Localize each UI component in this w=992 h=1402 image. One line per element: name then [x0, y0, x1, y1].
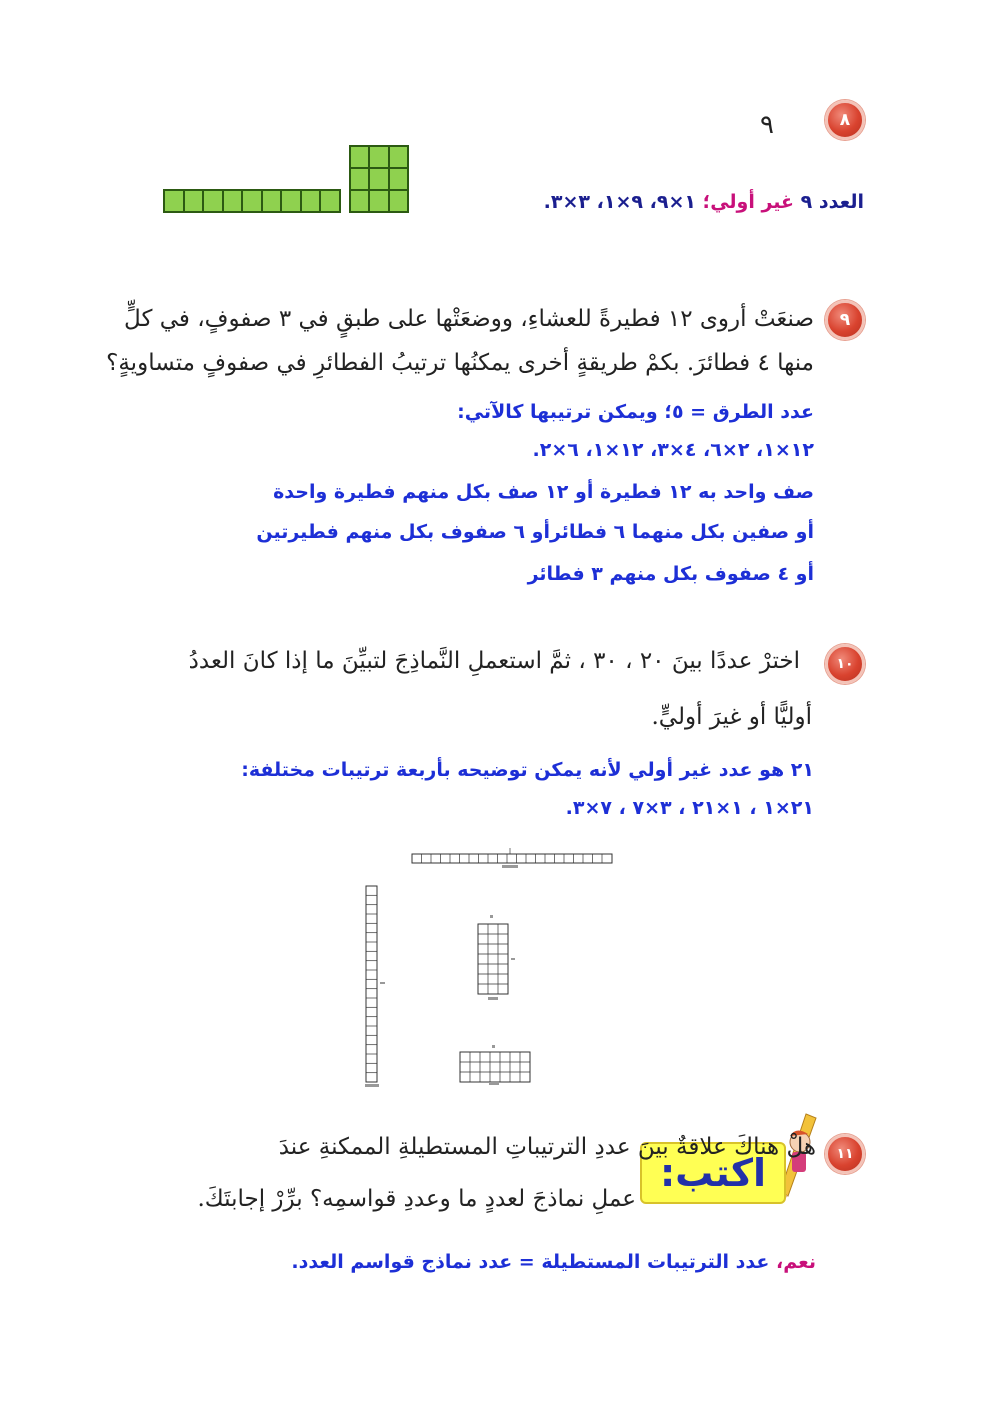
question-10-badge: ١٠ — [825, 644, 865, 684]
question-9-line-1: صنعَتْ أروى ١٢ فطيرةً للعشاءِ، ووضعَتْها على طبقٍ في ٣ صفوفٍ، في كلٍّ — [124, 306, 814, 332]
model-7x3 — [474, 914, 518, 1002]
model-21x1-vertical — [360, 884, 394, 1090]
question-9-answer-line-2: ١٢×١، ٢×٦، ٤×٣، ١٢×١، ٦×٢. — [532, 439, 814, 461]
model-1x21-horizontal — [410, 846, 616, 872]
question-9-line-2: منها ٤ فطائرَ. بكمْ طريقةٍ أخرى يمكنُها ترتيبُ الفطائرِ في صفوفٍ متساويةٍ؟ — [106, 350, 814, 376]
grid-3x3-model — [349, 145, 409, 213]
question-10-line-2: أوليًّا أو غيرَ أوليٍّ. — [651, 704, 812, 730]
answer-prefix: العدد ٩ — [800, 191, 864, 213]
question-9-answer-line-1: عدد الطرق = ٥؛ ويمكن ترتيبها كالآتي: — [457, 401, 814, 423]
strip-1x9-model — [163, 189, 341, 213]
write-label-box: اكتب: — [640, 1142, 786, 1204]
question-8-badge: ٨ — [825, 100, 865, 140]
question-9-answer-line-5: أو ٤ صفوف بكل منهم ٣ فطائر — [527, 563, 814, 585]
question-8-answer-value: ٩ — [760, 110, 774, 140]
question-10-line-1: اخترْ عددًا بينَ ٢٠ ، ٣٠ ، ثمَّ استعملِ النَّماذِجَ لتبيِّنَ ما إذا كانَ العددُ — [188, 648, 800, 674]
question-11-line-1: هلْ هناكَ علاقةٌ بينَ عددِ الترتيباتِ المستطيلةِ الممكنةِ عندَ — [278, 1134, 816, 1160]
question-11-answer — [291, 1244, 816, 1280]
answer-rest: عدد الترتيبات المستطيلة = عدد نماذج قواسم العدد. — [291, 1251, 770, 1273]
question-9-badge: ٩ — [825, 300, 865, 340]
answer-rest: ١×٩، ٩×١، ٣×٣. — [543, 191, 696, 213]
question-11-badge: ١١ — [825, 1134, 865, 1174]
question-8-answer — [544, 184, 864, 220]
question-9-answer-line-4: أو صفين بكل منهما ٦ فطائرأو ٦ صفوف بكل منهم فطيرتين — [256, 521, 814, 543]
question-9-answer-line-3: صف واحد به ١٢ فطيرة أو ١٢ صف بكل منهم فطيرة واحدة — [273, 481, 814, 503]
answer-yes: نعم، — [776, 1251, 816, 1273]
question-10-answer-line-2: ٢١×١ ، ١×٢١ ، ٣×٧ ، ٧×٣. — [565, 797, 814, 819]
question-10-answer-line-1: ٢١ هو عدد غير أولي لأنه يمكن توضيحه بأربعة ترتيبات مختلفة: — [241, 759, 814, 781]
question-11-line-2: عملِ نماذجَ لعددٍ ما وعددِ قواسمِه؟ برِّرْ إجابتَكَ. — [197, 1186, 636, 1212]
model-3x7 — [456, 1044, 536, 1086]
answer-status: غير أولي؛ — [702, 191, 795, 213]
